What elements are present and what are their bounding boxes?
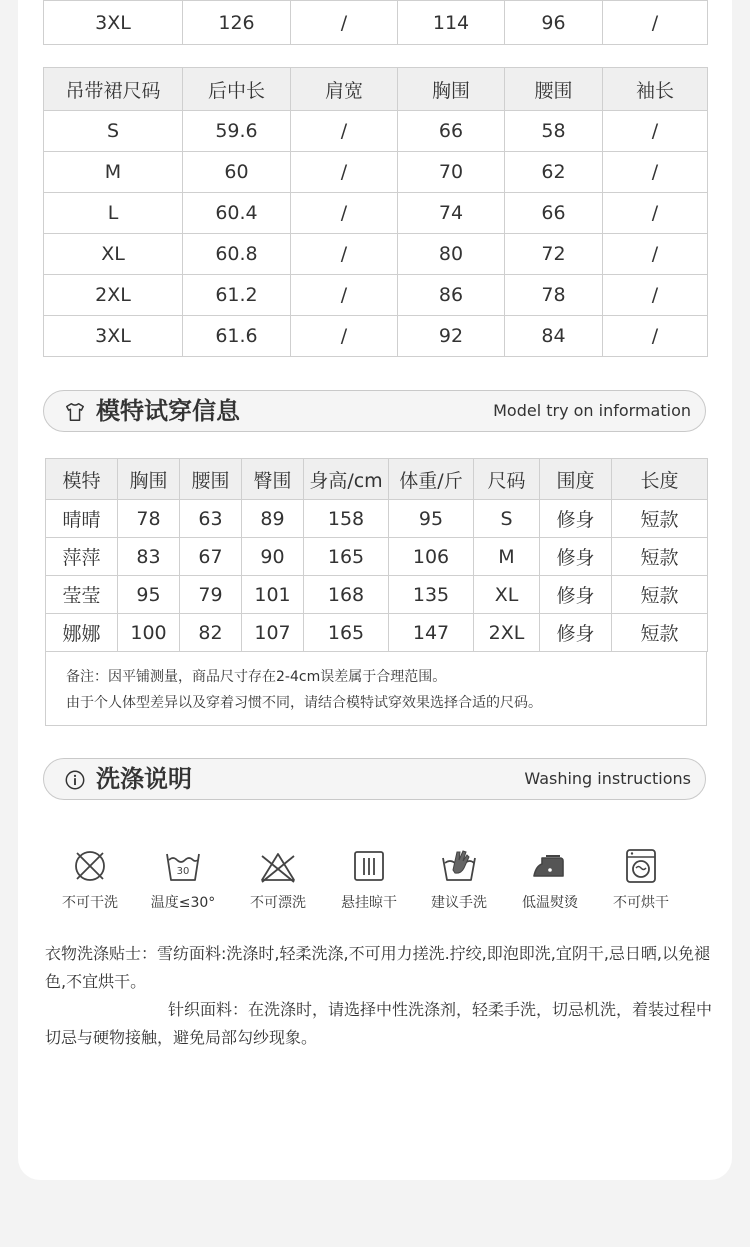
tips-line: 衣物洗涤贴士：雪纺面料:洗涤时,轻柔洗涤,不可用力搓洗.拧绞,即泡即洗,宜阴干,忌日晒,以免褪色,不宜烘干。 [45,944,710,991]
wash-label: 不可漂洗 [250,895,306,911]
table-cell: / [291,275,398,316]
wash-item-hand-wash [414,846,504,912]
table-cell: 78 [118,500,180,538]
table-cell: 107 [242,614,304,652]
table-cell: 135 [389,576,474,614]
wash-item-hang-dry [324,846,414,912]
info-icon [64,769,86,791]
wash-label: 温度≤30° [150,895,216,911]
table-cell: 126 [183,1,291,45]
size-table-top [43,0,708,45]
table-cell: 62 [505,152,603,193]
table-cell: 165 [304,538,389,576]
table-cell: / [603,316,708,357]
table-cell: 61.2 [183,275,291,316]
table-cell: 100 [118,614,180,652]
table-cell: / [291,193,398,234]
table-header: 身高/cm [304,459,389,500]
wash-label: 不可烘干 [613,895,669,911]
table-header: 围度 [540,459,612,500]
table-cell: M [44,152,183,193]
table-cell: 101 [242,576,304,614]
table-cell: 168 [304,576,389,614]
table-cell: 短款 [612,614,708,652]
table-cell: / [603,111,708,152]
wash-30-icon [163,846,203,886]
table-row [44,193,708,234]
table-cell: 92 [398,316,505,357]
table-cell: 3XL [44,1,183,45]
table-cell: 63 [180,500,242,538]
table-cell: 修身 [540,614,612,652]
table-cell: 66 [505,193,603,234]
table-header: 腰围 [180,459,242,500]
wash-label: 不可干洗 [62,895,118,911]
table-cell: 82 [180,614,242,652]
hang-dry-icon [349,846,389,886]
table-cell: 短款 [612,500,708,538]
table-row [46,576,708,614]
table-cell: 72 [505,234,603,275]
table-cell: 2XL [44,275,183,316]
table-cell: 修身 [540,576,612,614]
table-cell: 165 [304,614,389,652]
wash-item-no-dry-clean [45,846,135,912]
table-cell: 90 [242,538,304,576]
table-header: 长度 [612,459,708,500]
tips-line: 针织面料：在洗涤时，请选择中性洗涤剂，轻柔手洗，切忌机洗，着装过程中切忌与硬物接触，避免局部勾纱现象。 [45,1000,713,1047]
table-row [46,614,708,652]
table-cell: / [291,152,398,193]
table-row [44,1,708,45]
wash-section-header [43,758,706,800]
table-row [46,500,708,538]
table-cell: 3XL [44,316,183,357]
table-header: 尺码 [474,459,540,500]
table-cell: 58 [505,111,603,152]
wash-item-no-tumble-dry [596,846,686,912]
wash-item-no-bleach [233,846,323,912]
section-title: 模特试穿信息 [96,397,240,425]
table-row [44,152,708,193]
wash-label: 低温熨烫 [522,895,578,911]
table-cell: 80 [398,234,505,275]
table-cell: 2XL [474,614,540,652]
slip-dress-size-table [43,67,708,357]
note-line: 由于个人体型差异以及穿着习惯不同，请结合模特试穿效果选择合适的尺码。 [66,695,542,711]
table-cell: / [603,193,708,234]
table-cell: 60.8 [183,234,291,275]
table-cell: 114 [398,1,505,45]
table-header: 体重/斤 [389,459,474,500]
table-cell: 89 [242,500,304,538]
model-info-box [45,458,707,726]
table-row [44,275,708,316]
table-cell: 158 [304,500,389,538]
section-subtitle: Washing instructions [524,769,691,788]
table-cell: / [603,152,708,193]
size-note [66,664,542,716]
table-row [44,111,708,152]
low-iron-icon [530,846,570,886]
table-cell: M [474,538,540,576]
table-cell: 79 [180,576,242,614]
table-row [46,538,708,576]
table-cell: / [603,1,708,45]
table-cell: 娜娜 [46,614,118,652]
section-title: 洗涤说明 [96,765,192,793]
no-tumble-dry-icon [621,846,661,886]
table-cell: 59.6 [183,111,291,152]
table-cell: / [291,234,398,275]
wash-label: 建议手洗 [431,895,487,911]
table-cell: S [474,500,540,538]
table-header: 臀围 [242,459,304,500]
no-dry-clean-icon [70,846,110,886]
wash-label: 悬挂晾干 [341,895,397,911]
table-cell: 84 [505,316,603,357]
table-row [44,234,708,275]
table-cell: / [291,1,398,45]
model-table [45,458,708,652]
table-header: 模特 [46,459,118,500]
table-header: 腰围 [505,68,603,111]
table-cell: 60.4 [183,193,291,234]
table-header: 胸围 [398,68,505,111]
no-bleach-icon [258,846,298,886]
table-cell: 67 [180,538,242,576]
table-cell: 66 [398,111,505,152]
table-header: 胸围 [118,459,180,500]
table-cell: 95 [118,576,180,614]
washing-tips [45,940,717,1052]
table-cell: 莹莹 [46,576,118,614]
table-cell: L [44,193,183,234]
note-line: 备注：因平铺测量，商品尺寸存在2-4cm误差属于合理范围。 [66,669,447,685]
table-cell: XL [44,234,183,275]
table-cell: 61.6 [183,316,291,357]
table-cell: 83 [118,538,180,576]
wash-item-low-iron [505,846,595,912]
table-row [44,316,708,357]
table-cell: 106 [389,538,474,576]
table-header: 吊带裙尺码 [44,68,183,111]
table-cell: 147 [389,614,474,652]
table-cell: 晴晴 [46,500,118,538]
table-cell: 70 [398,152,505,193]
table-cell: 78 [505,275,603,316]
table-header: 后中长 [183,68,291,111]
model-section-header [43,390,706,432]
wash-item-30-degrees [138,846,228,912]
table-header: 肩宽 [291,68,398,111]
table-cell: / [291,111,398,152]
table-cell: S [44,111,183,152]
table-cell: XL [474,576,540,614]
table-cell: 短款 [612,538,708,576]
table-cell: / [603,275,708,316]
tshirt-icon [64,401,86,423]
table-header-row [44,68,708,111]
hand-wash-icon [439,846,479,886]
table-cell: 萍萍 [46,538,118,576]
table-cell: / [291,316,398,357]
table-header-row [46,459,708,500]
table-cell: 74 [398,193,505,234]
wash-temp-badge: 30 [176,866,190,877]
table-cell: 短款 [612,576,708,614]
table-cell: 修身 [540,500,612,538]
table-cell: / [603,234,708,275]
table-cell: 96 [505,1,603,45]
table-cell: 86 [398,275,505,316]
table-header: 袖长 [603,68,708,111]
table-cell: 修身 [540,538,612,576]
table-cell: 60 [183,152,291,193]
table-cell: 95 [389,500,474,538]
section-subtitle: Model try on information [493,401,691,420]
